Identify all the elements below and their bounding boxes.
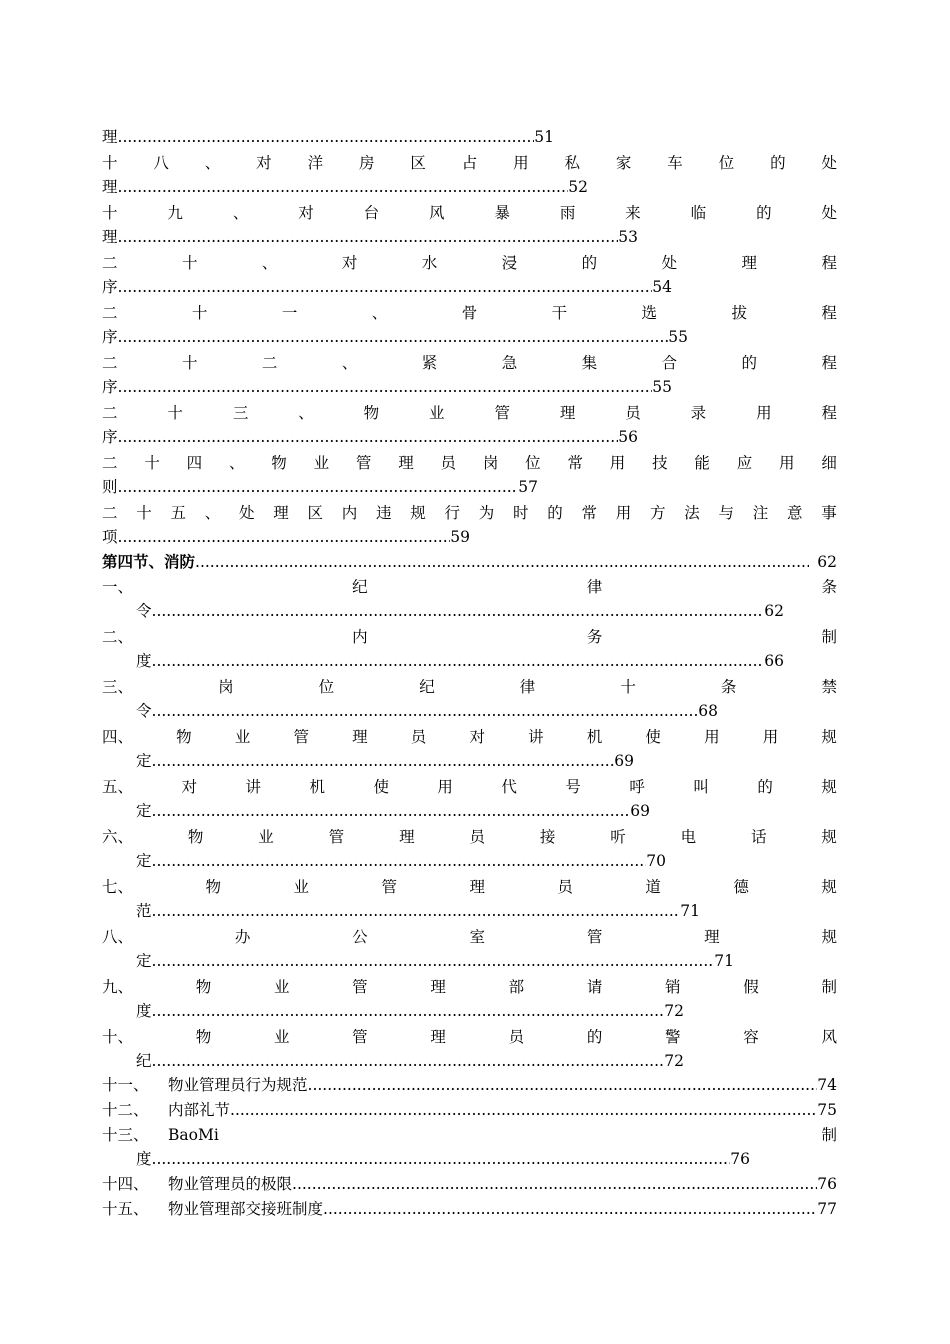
toc-item-title: 五、 对 讲 机 使 用 代 号 呼 叫 的 规 bbox=[102, 778, 837, 796]
item-number: 十二、 bbox=[102, 1101, 149, 1119]
item-number: 十五、 bbox=[102, 1200, 149, 1218]
toc-entry-title: 二 十 二 、 紧 急 集 合 的 程 bbox=[102, 354, 837, 372]
toc-item bbox=[102, 1173, 837, 1195]
item-number: 十一、 bbox=[102, 1076, 149, 1094]
section-title: 第四节、消防 bbox=[102, 552, 196, 571]
toc-entry-title: 二 十 一 、 骨 干 选 拔 程 bbox=[102, 304, 837, 322]
page-number: 56 bbox=[618, 428, 638, 446]
toc-item-title: 二、 内 务 制 bbox=[102, 628, 837, 646]
page-number: 77 bbox=[817, 1200, 837, 1218]
toc-continuation: 纪 ..... 72 bbox=[136, 1050, 684, 1072]
toc-continuation: 理 ..... 52 bbox=[102, 176, 588, 198]
item-title: 内部礼节 bbox=[168, 1101, 231, 1119]
toc-item bbox=[102, 1099, 837, 1121]
toc-continuation: 度 ..... 66 bbox=[136, 650, 784, 672]
toc-item-title: 八、 办 公 室 管 理 规 bbox=[102, 928, 837, 946]
toc-item bbox=[102, 1198, 837, 1220]
toc-continuation: 令 ..... 68 bbox=[136, 700, 718, 722]
page-number: 72 bbox=[664, 1002, 684, 1020]
item-number: 七、 bbox=[102, 878, 134, 896]
toc-continuation: 范 ..... 71 bbox=[136, 900, 700, 922]
item-number: 六、 bbox=[102, 828, 134, 846]
toc-item-title: 四、 物 业 管 理 员 对 讲 机 使 用 用 规 bbox=[102, 728, 837, 746]
toc-continuation: 序 ..... 55 bbox=[102, 326, 688, 348]
toc-continuation: 定 ..... 69 bbox=[136, 750, 634, 772]
page-number: 55 bbox=[668, 328, 688, 346]
page-number: 69 bbox=[614, 752, 634, 770]
toc-continuation: 定 ..... 70 bbox=[136, 850, 666, 872]
page-number: 62 bbox=[764, 602, 784, 620]
toc-continuation: 项 ..... 59 bbox=[102, 526, 470, 548]
page-number: 75 bbox=[817, 1101, 837, 1119]
toc-entry-title: 二 十 、 对 水 浸 的 处 理 程 bbox=[102, 254, 837, 272]
toc-item-title: 十三、 BaoMi 制 bbox=[102, 1126, 837, 1144]
page-number: 71 bbox=[714, 952, 734, 970]
page-number: 51 bbox=[534, 128, 554, 146]
item-number: 三、 bbox=[102, 678, 134, 696]
toc-item-title: 三、 岗 位 纪 律 十 条 禁 bbox=[102, 678, 837, 696]
page-number: 74 bbox=[817, 1076, 837, 1094]
toc-entry-title: 二 十 三 、 物 业 管 理 员 录 用 程 bbox=[102, 404, 837, 422]
page-number: 71 bbox=[680, 902, 700, 920]
page-number: 70 bbox=[646, 852, 666, 870]
toc-item-title: 十、 物 业 管 理 员 的 警 容 风 bbox=[102, 1028, 837, 1046]
item-number: 十四、 bbox=[102, 1175, 149, 1193]
page-number: 55 bbox=[652, 378, 672, 396]
page-number: 76 bbox=[730, 1150, 750, 1168]
item-number: 二、 bbox=[102, 628, 134, 646]
page-number: 53 bbox=[618, 228, 638, 246]
page-number: 54 bbox=[652, 278, 672, 296]
page-number: 66 bbox=[764, 652, 784, 670]
toc-continuation: 序 ..... 55 bbox=[102, 376, 672, 398]
page-number: 69 bbox=[630, 802, 650, 820]
toc-item-title: 九、 物 业 管 理 部 请 销 假 制 bbox=[102, 978, 837, 996]
toc-continuation: 度 ..... 72 bbox=[136, 1000, 684, 1022]
page-number: 76 bbox=[817, 1175, 837, 1193]
page-number: 59 bbox=[450, 528, 470, 546]
toc-continuation: 定 ..... 71 bbox=[136, 950, 734, 972]
page-number: 52 bbox=[568, 178, 588, 196]
toc-continuation: 则 ..... 57 bbox=[102, 476, 538, 498]
toc-continuation: 定 ..... 69 bbox=[136, 800, 650, 822]
toc-continuation: 理 ..... 51 bbox=[102, 126, 554, 148]
page-number: 62 bbox=[817, 553, 837, 571]
item-title: 物业管理员的极限 bbox=[168, 1175, 293, 1193]
item-number: 一、 bbox=[102, 578, 134, 596]
toc-item-title: 一、 纪 律 条 bbox=[102, 578, 837, 596]
toc-item-title: 七、 物 业 管 理 员 道 德 规 bbox=[102, 878, 837, 896]
page-number: 68 bbox=[698, 702, 718, 720]
item-number: 九、 bbox=[102, 978, 134, 996]
toc-continuation: 序 ..... 56 bbox=[102, 426, 638, 448]
item-number: 十三、 bbox=[102, 1126, 149, 1144]
toc-entry-title: 十 九 、 对 台 风 暴 雨 来 临 的 处 bbox=[102, 204, 837, 222]
toc-entry-title: 二 十 五 、 处 理 区 内 违 规 行 为 时 的 常 用 方 法 与 注 意 事 bbox=[102, 504, 837, 522]
toc-section-heading bbox=[102, 551, 837, 573]
toc-entry-title: 二 十 四 、 物 业 管 理 员 岗 位 常 用 技 能 应 用 细 bbox=[102, 454, 837, 472]
item-number: 十、 bbox=[102, 1028, 134, 1046]
item-number: 八、 bbox=[102, 928, 134, 946]
item-title: 物业管理部交接班制度 bbox=[168, 1200, 324, 1218]
toc-continuation: 序 ..... 54 bbox=[102, 276, 672, 298]
toc-item-title: 六、 物 业 管 理 员 接 听 电 话 规 bbox=[102, 828, 837, 846]
item-title: 物业管理员行为规范 bbox=[168, 1076, 308, 1094]
toc-entry-title: 十 八 、 对 洋 房 区 占 用 私 家 车 位 的 处 bbox=[102, 154, 837, 172]
item-number: 四、 bbox=[102, 728, 134, 746]
toc-continuation: 理 ..... 53 bbox=[102, 226, 638, 248]
toc-continuation: 令 ..... 62 bbox=[136, 600, 784, 622]
toc-continuation: 度 ..... 76 bbox=[136, 1148, 750, 1170]
item-number: 五、 bbox=[102, 778, 134, 796]
page-number: 72 bbox=[664, 1052, 684, 1070]
toc-item bbox=[102, 1074, 837, 1096]
page-number: 57 bbox=[518, 478, 538, 496]
